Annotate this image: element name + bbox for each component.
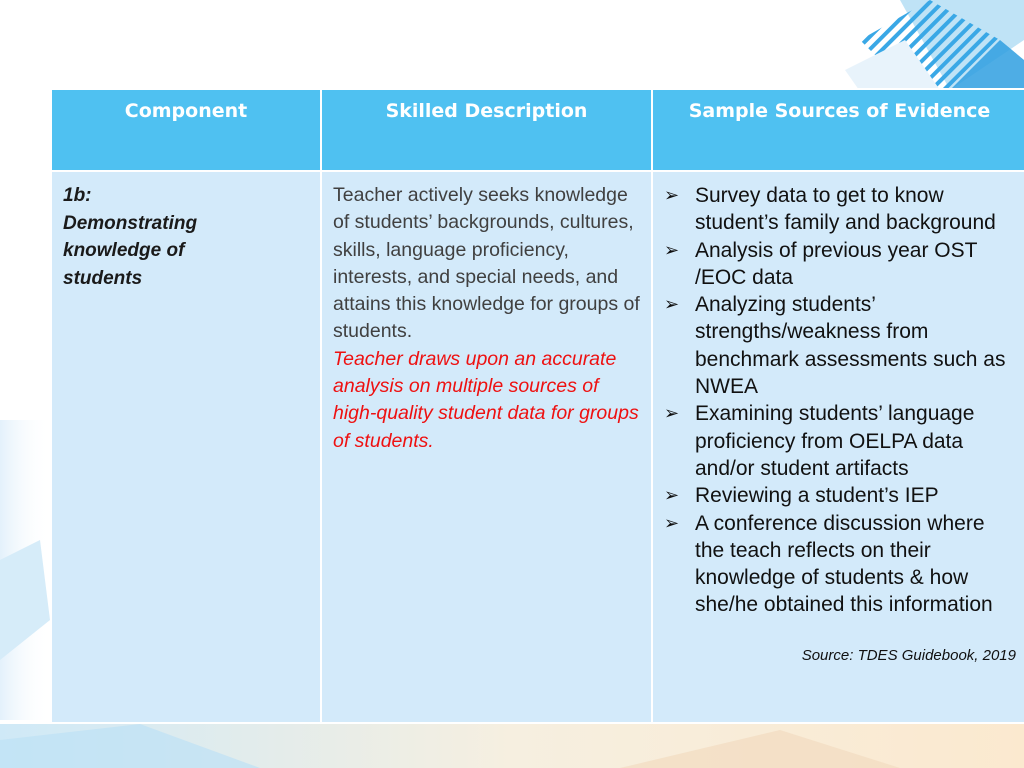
evidence-table xyxy=(50,88,1024,724)
component-code: 1b: xyxy=(63,185,92,206)
evidence-table-container xyxy=(50,88,1016,724)
component-cell xyxy=(51,171,321,723)
description-text: Teacher actively seeks knowledge of students’ backgrounds, cultures, skills, language proficiency, interests, and special needs, and attains this knowledge for groups of students. xyxy=(333,184,640,343)
description-highlight: Teacher draws upon an accurate analysis on multiple sources of high-quality student data for groups of students. xyxy=(333,347,639,452)
component-line: knowledge of xyxy=(63,240,185,261)
arrow-bullet-icon: ➢ xyxy=(664,485,680,506)
header-component: Component xyxy=(51,89,321,171)
arrow-bullet-icon: ➢ xyxy=(664,512,680,533)
component-line: students xyxy=(63,267,143,289)
evidence-list xyxy=(664,182,1016,619)
list-item: ➢ Analyzing students’ strengths/weakness from benchmark assessments such as NWEA xyxy=(664,293,1006,399)
component-line: Demonstrating xyxy=(63,212,198,234)
description-cell xyxy=(321,171,652,723)
list-item: ➢ Reviewing a student’s IEP xyxy=(664,482,1016,509)
arrow-bullet-icon: ➢ xyxy=(664,239,680,260)
header-sample-sources: Sample Sources of Evidence xyxy=(652,89,1024,171)
list-item: ➢ Survey data to get to know student’s family and background xyxy=(664,184,996,235)
arrow-bullet-icon: ➢ xyxy=(664,294,680,315)
list-item: ➢ Examining students’ language proficiency from OELPA data and/or student artifacts xyxy=(664,402,975,480)
list-item: ➢ A conference discussion where the teach reflects on their knowledge of students & how she/he obtained this information xyxy=(664,511,993,617)
arrow-bullet-icon: ➢ xyxy=(664,403,680,424)
table-row xyxy=(51,171,1024,723)
list-item: ➢ Analysis of previous year OST /EOC data xyxy=(664,238,978,289)
evidence-cell xyxy=(652,171,1024,723)
arrow-bullet-icon: ➢ xyxy=(664,185,680,205)
header-skilled-description: Skilled Description xyxy=(321,89,652,171)
source-citation: Source: TDES Guidebook, 2019 xyxy=(801,646,1016,664)
table-header-row xyxy=(51,89,1024,171)
